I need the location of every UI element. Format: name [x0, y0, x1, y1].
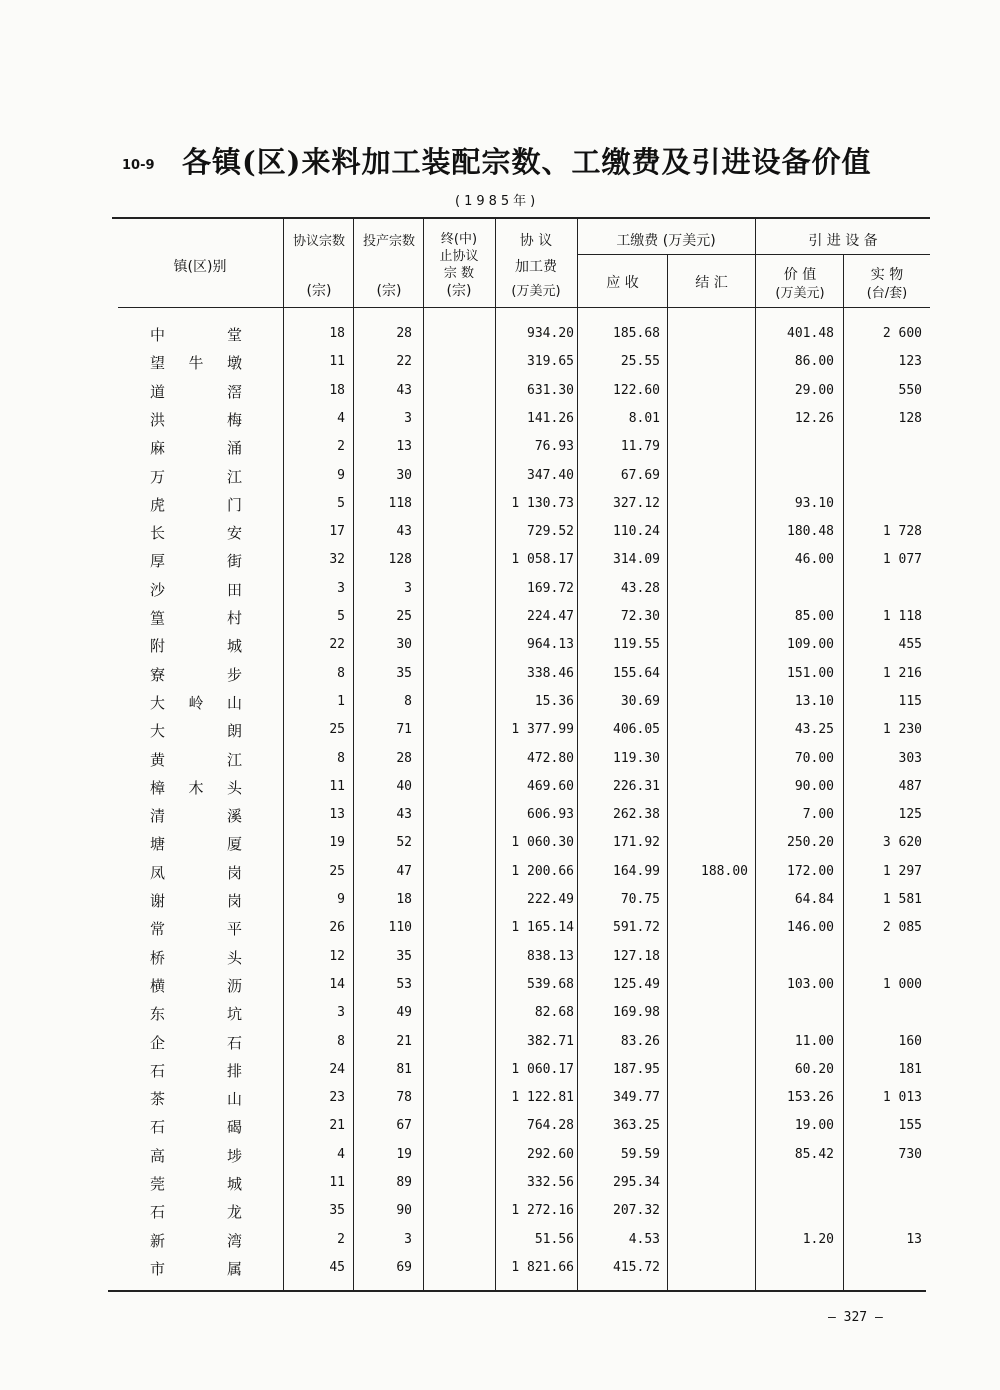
- cell-agreed-fee: 82.68: [534, 1005, 574, 1021]
- cell-agreed-fee: 1 060.30: [511, 835, 574, 851]
- cell-town: 大岭山: [150, 693, 242, 712]
- cell-in-production: 43: [396, 524, 412, 540]
- table-row: [0, 688, 1000, 716]
- cell-equipment-items: 1 581: [882, 892, 922, 907]
- header-fees-group: 工缴费 (万美元): [616, 233, 716, 249]
- cell-agreed-fee: 606.93: [527, 807, 574, 823]
- cell-receivable: 349.77: [613, 1090, 660, 1106]
- table-row: [0, 631, 1000, 659]
- cell-agreements: 18: [329, 382, 345, 398]
- cell-equipment-items: 1 013: [882, 1090, 922, 1106]
- cell-agreed-fee: 1 272.16: [511, 1203, 574, 1219]
- cell-agreements: 23: [329, 1090, 345, 1106]
- header-town: 镇(区)别: [173, 259, 227, 275]
- cell-agreements: 18: [329, 326, 345, 341]
- cell-in-production: 8: [404, 693, 412, 709]
- table-row: [0, 1226, 1000, 1254]
- cell-agreements: 35: [329, 1203, 345, 1219]
- cell-in-production: 30: [396, 467, 412, 483]
- cell-receivable: 591.72: [613, 920, 660, 936]
- cell-receivable: 59.59: [620, 1146, 660, 1162]
- cell-town: 常平: [150, 920, 242, 939]
- cell-receivable: 406.05: [613, 722, 660, 738]
- cell-equipment-items: 303: [898, 750, 922, 766]
- cell-in-production: 89: [396, 1175, 412, 1190]
- cell-agreed-fee: 15.36: [534, 693, 574, 709]
- cell-town: 高埗: [150, 1146, 242, 1165]
- cell-equipment-items: 125: [898, 807, 922, 823]
- cell-town: 大朗: [150, 722, 242, 741]
- cell-receivable: 122.60: [613, 382, 660, 398]
- cell-town: 桥头: [150, 948, 242, 967]
- cell-agreed-fee: 338.46: [527, 665, 574, 681]
- cell-equipment-value: 146.00: [787, 920, 834, 936]
- cell-agreed-fee: 934.20: [527, 326, 574, 341]
- cell-in-production: 53: [396, 976, 412, 992]
- title-row: [110, 140, 930, 180]
- cell-town: 石碣: [150, 1118, 242, 1137]
- cell-agreed-fee: 1 060.17: [511, 1061, 574, 1077]
- cell-equipment-items: 123: [898, 354, 922, 370]
- cell-agreements: 4: [337, 1146, 345, 1162]
- table-row: [0, 886, 1000, 914]
- table-row: [0, 377, 1000, 405]
- cell-town: 洪梅: [150, 410, 242, 429]
- cell-receivable: 110.24: [613, 524, 660, 540]
- cell-town: 谢岗: [150, 892, 242, 910]
- cell-in-production: 118: [388, 495, 412, 511]
- cell-town: 沙田: [150, 580, 242, 599]
- cell-equipment-items: 1 297: [882, 863, 922, 879]
- header-agreements: 协议宗数: [292, 234, 345, 249]
- cell-receivable: 30.69: [620, 693, 660, 709]
- cell-equipment-value: 180.48: [787, 524, 834, 540]
- cell-agreed-fee: 382.71: [527, 1033, 574, 1049]
- cell-agreed-fee: 1 122.81: [511, 1090, 574, 1106]
- cell-equipment-value: 109.00: [787, 637, 834, 653]
- cell-agreements: 3: [337, 580, 345, 596]
- cell-receivable: 164.99: [613, 863, 660, 879]
- table-row: [0, 773, 1000, 801]
- cell-in-production: 52: [396, 835, 412, 851]
- table-row: [0, 320, 1000, 348]
- cell-equipment-value: 46.00: [794, 552, 834, 568]
- year-subtitle: (1985年): [455, 194, 540, 209]
- cell-equipment-value: 250.20: [787, 835, 834, 851]
- cell-equipment-value: 43.25: [794, 722, 834, 738]
- header-terminated-line1: 终(中): [440, 232, 478, 247]
- cell-in-production: 3: [404, 410, 412, 426]
- cell-town: 黄江: [150, 750, 242, 769]
- cell-town: 望牛墩: [150, 354, 242, 373]
- cell-town: 麻涌: [150, 439, 242, 458]
- table-row: [0, 1169, 1000, 1197]
- cell-in-production: 71: [396, 722, 412, 738]
- table-row: [0, 999, 1000, 1027]
- cell-in-production: 49: [396, 1005, 412, 1021]
- page-number: — 327 —: [828, 1310, 883, 1325]
- cell-equipment-value: 153.26: [787, 1090, 834, 1106]
- cell-agreements: 11: [329, 354, 345, 370]
- cell-equipment-value: 70.00: [794, 750, 834, 766]
- cell-equipment-items: 1 000: [882, 976, 922, 992]
- cell-in-production: 35: [396, 665, 412, 681]
- cell-equipment-items: 115: [898, 693, 922, 709]
- cell-agreed-fee: 222.49: [527, 892, 574, 907]
- cell-receivable: 11.79: [620, 439, 660, 455]
- header-agreed-fee-unit: (万美元): [511, 284, 561, 299]
- table-row: [0, 914, 1000, 942]
- cell-town: 新湾: [150, 1231, 242, 1250]
- cell-equipment-value: 93.10: [794, 495, 834, 511]
- cell-receivable: 25.55: [620, 354, 660, 370]
- cell-agreed-fee: 51.56: [534, 1231, 574, 1247]
- cell-agreed-fee: 539.68: [527, 976, 574, 992]
- cell-town: 凤岗: [150, 863, 242, 882]
- table-row: [0, 518, 1000, 546]
- cell-in-production: 3: [404, 1231, 412, 1247]
- cell-equipment-value: 90.00: [794, 778, 834, 794]
- cell-receivable: 125.49: [613, 976, 660, 992]
- cell-agreements: 8: [337, 665, 345, 681]
- cell-agreements: 25: [329, 863, 345, 879]
- header-settled: 结 汇: [695, 275, 728, 291]
- header-equipment-value: 价 值: [783, 267, 817, 283]
- table-row: [0, 405, 1000, 433]
- cell-in-production: 35: [396, 948, 412, 964]
- cell-in-production: 21: [396, 1033, 412, 1049]
- header-equipment-items-unit: (台/套): [866, 286, 908, 301]
- cell-equipment-items: 128: [898, 410, 922, 426]
- table-row: [0, 1254, 1000, 1282]
- cell-receivable: 327.12: [613, 495, 660, 511]
- cell-town: 篁村: [150, 609, 242, 627]
- cell-equipment-items: 1 118: [882, 609, 922, 624]
- cell-equipment-items: 550: [898, 382, 922, 398]
- cell-agreed-fee: 224.47: [527, 609, 574, 624]
- cell-agreed-fee: 1 377.99: [511, 722, 574, 738]
- cell-town: 塘厦: [150, 835, 242, 854]
- cell-receivable: 127.18: [613, 948, 660, 964]
- cell-equipment-items: 155: [898, 1118, 922, 1134]
- cell-town: 企石: [150, 1033, 242, 1052]
- cell-receivable: 314.09: [613, 552, 660, 568]
- cell-receivable: 119.30: [613, 750, 660, 766]
- cell-in-production: 28: [396, 750, 412, 766]
- header-bottom-rule: [118, 307, 930, 308]
- cell-equipment-items: 2 600: [882, 326, 922, 341]
- cell-in-production: 90: [396, 1203, 412, 1219]
- cell-equipment-items: 2 085: [882, 920, 922, 936]
- cell-in-production: 3: [404, 580, 412, 596]
- cell-town: 石龙: [150, 1203, 242, 1222]
- cell-equipment-items: 1 216: [882, 665, 922, 681]
- table-row: [0, 971, 1000, 999]
- table-row: [0, 462, 1000, 490]
- cell-receivable: 185.68: [613, 326, 660, 341]
- cell-equipment-value: 60.20: [794, 1061, 834, 1077]
- cell-town: 虎门: [150, 495, 242, 514]
- cell-agreements: 32: [329, 552, 345, 568]
- cell-equipment-items: 1 728: [882, 524, 922, 540]
- cell-town: 道滘: [150, 382, 242, 401]
- cell-agreed-fee: 292.60: [527, 1146, 574, 1162]
- cell-in-production: 25: [396, 609, 412, 624]
- cell-agreements: 1: [337, 693, 345, 709]
- cell-town: 茶山: [150, 1090, 242, 1109]
- cell-receivable: 67.69: [620, 467, 660, 483]
- cell-town: 中堂: [150, 326, 242, 344]
- table-row: [0, 546, 1000, 574]
- cell-in-production: 43: [396, 807, 412, 823]
- cell-equipment-value: 7.00: [802, 807, 834, 823]
- cell-agreed-fee: 631.30: [527, 382, 574, 398]
- table-row: [0, 1112, 1000, 1140]
- cell-agreements: 2: [337, 1231, 345, 1247]
- table-row: [0, 1141, 1000, 1169]
- cell-agreed-fee: 1 200.66: [511, 863, 574, 879]
- cell-agreements: 4: [337, 410, 345, 426]
- cell-in-production: 110: [388, 920, 412, 936]
- cell-equipment-value: 29.00: [794, 382, 834, 398]
- cell-town: 东坑: [150, 1005, 242, 1024]
- cell-receivable: 155.64: [613, 665, 660, 681]
- cell-receivable: 226.31: [613, 778, 660, 794]
- cell-in-production: 13: [396, 439, 412, 455]
- cell-receivable: 295.34: [613, 1175, 660, 1190]
- cell-equipment-items: 455: [898, 637, 922, 653]
- cell-receivable: 262.38: [613, 807, 660, 823]
- header-equipment-group: 引 进 设 备: [808, 233, 878, 249]
- cell-equipment-value: 64.84: [794, 892, 834, 907]
- cell-agreements: 11: [329, 1175, 345, 1190]
- cell-in-production: 30: [396, 637, 412, 653]
- cell-equipment-items: 1 230: [882, 722, 922, 738]
- bottom-rule: [108, 1290, 926, 1292]
- cell-receivable: 363.25: [613, 1118, 660, 1134]
- cell-agreements: 24: [329, 1061, 345, 1077]
- cell-receivable: 72.30: [620, 609, 660, 624]
- cell-in-production: 47: [396, 863, 412, 879]
- table-row: [0, 829, 1000, 857]
- cell-equipment-items: 487: [898, 778, 922, 794]
- cell-equipment-value: 11.00: [794, 1033, 834, 1049]
- cell-receivable: 4.53: [628, 1231, 660, 1247]
- cell-agreements: 5: [337, 609, 345, 624]
- header-equipment-value-unit: (万美元): [775, 286, 825, 301]
- cell-equipment-items: 160: [898, 1033, 922, 1049]
- cell-agreed-fee: 1 165.14: [511, 920, 574, 936]
- table-row: [0, 490, 1000, 518]
- cell-in-production: 81: [396, 1061, 412, 1077]
- cell-agreed-fee: 1 821.66: [511, 1259, 574, 1275]
- cell-equipment-items: 1 077: [882, 552, 922, 568]
- cell-town: 樟木头: [150, 778, 242, 797]
- cell-town: 附城: [150, 637, 242, 656]
- cell-town: 万江: [150, 467, 242, 486]
- header-receivable: 应 收: [606, 275, 639, 291]
- table-row: [0, 716, 1000, 744]
- table-row: [0, 1084, 1000, 1112]
- cell-equipment-value: 172.00: [787, 863, 834, 879]
- cell-equipment-value: 12.26: [794, 410, 834, 426]
- cell-town: 莞城: [150, 1175, 242, 1193]
- cell-receivable: 171.92: [613, 835, 660, 851]
- cell-equipment-value: 19.00: [794, 1118, 834, 1134]
- cell-equipment-value: 85.00: [794, 609, 834, 624]
- cell-in-production: 128: [388, 552, 412, 568]
- header-in-production: 投产宗数: [362, 234, 415, 249]
- header-agreed-fee-line1: 协 议: [519, 233, 553, 249]
- cell-receivable: 8.01: [628, 410, 660, 426]
- table-row: [0, 603, 1000, 631]
- table-row: [0, 943, 1000, 971]
- cell-in-production: 28: [396, 326, 412, 341]
- cell-in-production: 69: [396, 1259, 412, 1275]
- table-row: [0, 858, 1000, 886]
- cell-agreed-fee: 964.13: [527, 637, 574, 653]
- cell-agreements: 21: [329, 1118, 345, 1134]
- cell-town: 寮步: [150, 665, 242, 684]
- cell-equipment-value: 86.00: [794, 354, 834, 370]
- cell-agreements: 3: [337, 1005, 345, 1021]
- cell-agreed-fee: 1 130.73: [511, 495, 574, 511]
- cell-agreements: 17: [329, 524, 345, 540]
- cell-receivable: 415.72: [613, 1259, 660, 1275]
- cell-equipment-items: 13: [906, 1231, 922, 1247]
- cell-settled: 188.00: [701, 863, 748, 879]
- table-number: 10-9: [122, 158, 155, 173]
- cell-receivable: 70.75: [620, 892, 660, 907]
- header-terminated-unit: (宗): [446, 283, 472, 299]
- cell-agreed-fee: 169.72: [527, 580, 574, 596]
- page-title: 各镇(区)来料加工装配宗数、工缴费及引进设备价值: [182, 145, 872, 179]
- header-in-production-unit: (宗): [376, 283, 402, 299]
- cell-agreed-fee: 76.93: [534, 439, 574, 455]
- header-equipment-items: 实 物: [870, 267, 904, 283]
- cell-agreements: 25: [329, 722, 345, 738]
- table-row: [0, 801, 1000, 829]
- cell-equipment-items: 181: [898, 1061, 922, 1077]
- cell-equipment-value: 103.00: [787, 976, 834, 992]
- cell-in-production: 67: [396, 1118, 412, 1134]
- cell-agreed-fee: 472.80: [527, 750, 574, 766]
- cell-equipment-value: 1.20: [802, 1231, 834, 1247]
- cell-agreed-fee: 729.52: [527, 524, 574, 540]
- cell-agreed-fee: 319.65: [527, 354, 574, 370]
- cell-equipment-value: 151.00: [787, 665, 834, 681]
- cell-town: 市属: [150, 1259, 242, 1278]
- cell-receivable: 207.32: [613, 1203, 660, 1219]
- cell-agreed-fee: 469.60: [527, 778, 574, 794]
- cell-equipment-value: 401.48: [787, 326, 834, 341]
- table-row: [0, 575, 1000, 603]
- cell-agreed-fee: 1 058.17: [511, 552, 574, 568]
- cell-in-production: 40: [396, 778, 412, 794]
- cell-agreements: 5: [337, 495, 345, 511]
- header-agreements-unit: (宗): [306, 283, 332, 299]
- cell-agreements: 19: [329, 835, 345, 851]
- table-row: [0, 433, 1000, 461]
- cell-agreed-fee: 332.56: [527, 1175, 574, 1190]
- cell-agreements: 8: [337, 750, 345, 766]
- cell-town: 横沥: [150, 976, 242, 995]
- cell-equipment-items: 3 620: [882, 835, 922, 851]
- cell-in-production: 18: [396, 892, 412, 907]
- table-row: [0, 660, 1000, 688]
- cell-receivable: 83.26: [620, 1033, 660, 1049]
- table-row: [0, 745, 1000, 773]
- cell-town: 长安: [150, 524, 242, 543]
- table-row: [0, 1028, 1000, 1056]
- cell-agreements: 13: [329, 807, 345, 823]
- cell-agreements: 11: [329, 778, 345, 794]
- subheader-rule: [577, 254, 930, 255]
- cell-agreements: 22: [329, 637, 345, 653]
- cell-agreements: 14: [329, 976, 345, 992]
- cell-in-production: 78: [396, 1090, 412, 1106]
- header-terminated-line2: 止协议: [439, 249, 479, 264]
- cell-receivable: 169.98: [613, 1005, 660, 1021]
- cell-equipment-items: 730: [898, 1146, 922, 1162]
- cell-in-production: 19: [396, 1146, 412, 1162]
- top-rule: [112, 217, 930, 219]
- table-row: [0, 348, 1000, 376]
- cell-agreements: 45: [329, 1259, 345, 1275]
- table-row: [0, 1056, 1000, 1084]
- cell-receivable: 43.28: [620, 580, 660, 596]
- header-agreed-fee-line2: 加工费: [515, 259, 557, 275]
- cell-equipment-value: 13.10: [794, 693, 834, 709]
- cell-in-production: 22: [396, 354, 412, 370]
- cell-agreements: 9: [337, 892, 345, 907]
- cell-agreements: 9: [337, 467, 345, 483]
- cell-agreements: 12: [329, 948, 345, 964]
- cell-equipment-value: 85.42: [794, 1146, 834, 1162]
- cell-receivable: 119.55: [613, 637, 660, 653]
- cell-town: 厚街: [150, 552, 242, 571]
- cell-agreements: 2: [337, 439, 345, 455]
- cell-agreed-fee: 141.26: [527, 410, 574, 426]
- cell-agreed-fee: 838.13: [527, 948, 574, 964]
- table-row: [0, 1197, 1000, 1225]
- cell-agreed-fee: 764.28: [527, 1118, 574, 1134]
- cell-receivable: 187.95: [613, 1061, 660, 1077]
- cell-town: 石排: [150, 1061, 242, 1080]
- cell-agreements: 26: [329, 920, 345, 936]
- header-terminated-line3: 宗 数: [443, 266, 475, 281]
- cell-agreed-fee: 347.40: [527, 467, 574, 483]
- cell-town: 清溪: [150, 807, 242, 826]
- cell-agreements: 8: [337, 1033, 345, 1049]
- cell-in-production: 43: [396, 382, 412, 398]
